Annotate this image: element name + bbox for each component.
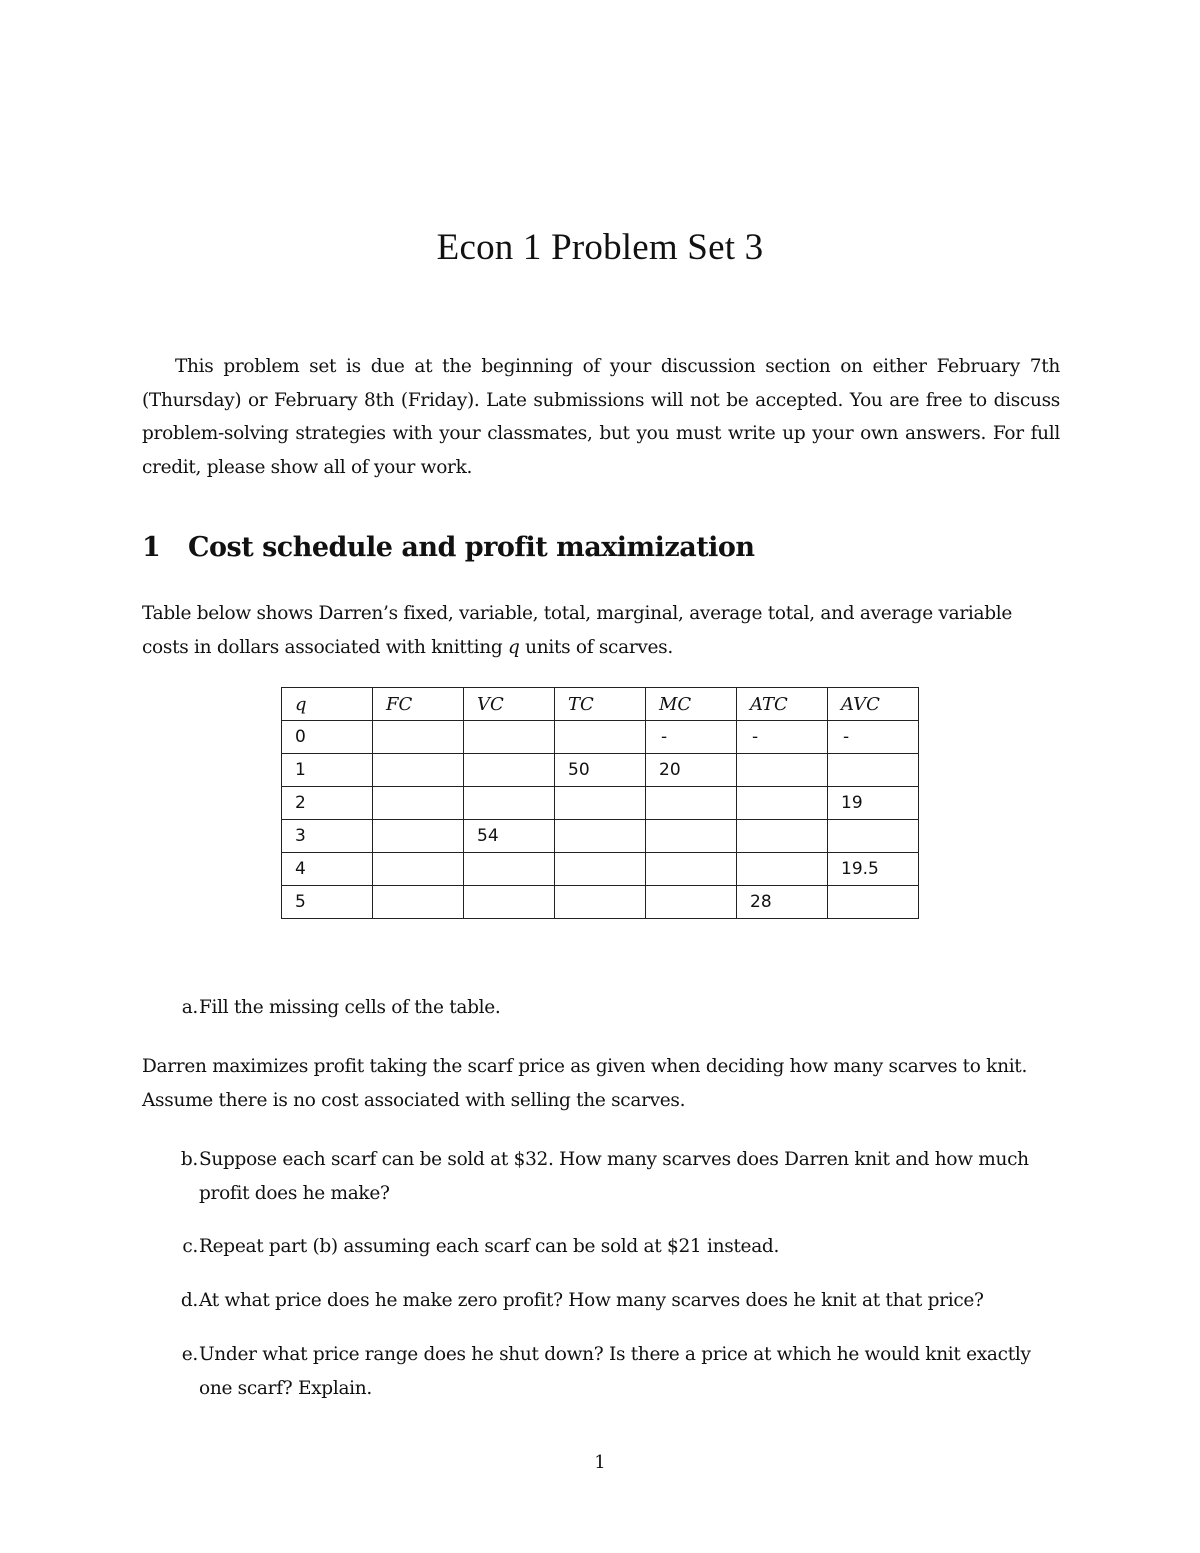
assumption-paragraph: Darren maximizes profit taking the scarf price as given when deciding how many scarves to knit. Assume there is no cost associated with selling the scarves.: [142, 1056, 1028, 1111]
table-intro-before: Table below shows Darren’s fixed, variable, total, marginal, average total, and average variable costs in dollars associated with knitting: [142, 603, 1013, 658]
table-intro-variable: q: [508, 636, 520, 658]
table-cell: [555, 853, 646, 886]
question-text: Under what price range does he shut down? Is there a price at which he would knit exactly one scarf? Explain.: [199, 1344, 1031, 1399]
cost-schedule-table: [281, 687, 919, 919]
table-row: [282, 853, 919, 886]
question-d: [142, 1284, 1062, 1318]
table-cell: [464, 754, 555, 787]
table-cell: [464, 721, 555, 754]
table-intro-after: units of scarves.: [519, 636, 673, 658]
table-cell: [646, 886, 737, 919]
table-cell: [737, 787, 828, 820]
table-cell: -: [646, 721, 737, 754]
table-cell: [373, 754, 464, 787]
table-cell: 5: [282, 886, 373, 919]
header-mc: MC: [646, 688, 737, 721]
table-cell: [555, 721, 646, 754]
table-cell: [737, 754, 828, 787]
question-label: d.: [180, 1290, 198, 1311]
table-cell: [737, 820, 828, 853]
page-number: 1: [594, 1452, 606, 1473]
table-cell: [373, 853, 464, 886]
table-cell: [373, 787, 464, 820]
table-cell: [373, 820, 464, 853]
table-header-row: [282, 688, 919, 721]
question-label: e.: [181, 1344, 198, 1365]
document-title: Econ 1 Problem Set 3: [436, 227, 764, 268]
table-cell: 20: [646, 754, 737, 787]
section-heading: [142, 532, 755, 563]
question-text: Suppose each scarf can be sold at $32. How many scarves does Darren knit and how much profit does he make?: [199, 1149, 1029, 1204]
question-label: c.: [182, 1236, 198, 1257]
table-cell: [555, 820, 646, 853]
table-cell: [737, 853, 828, 886]
table-cell: 50: [555, 754, 646, 787]
table-cell: [646, 787, 737, 820]
table-row: [282, 820, 919, 853]
question-text: Fill the missing cells of the table.: [199, 997, 501, 1018]
section-title: Cost schedule and profit maximization: [188, 532, 755, 563]
table-cell: [464, 853, 555, 886]
table-cell: [373, 886, 464, 919]
section-number: 1: [142, 532, 161, 563]
table-row: [282, 754, 919, 787]
table-intro-paragraph: [142, 597, 1062, 664]
table-cell: -: [737, 721, 828, 754]
header-atc: ATC: [737, 688, 828, 721]
question-c: [142, 1230, 1062, 1264]
header-avc: AVC: [828, 688, 919, 721]
table-cell: 2: [282, 787, 373, 820]
table-row: [282, 886, 919, 919]
table-row: [282, 787, 919, 820]
question-a: [142, 991, 1062, 1025]
header-vc: VC: [464, 688, 555, 721]
table-cell: 0: [282, 721, 373, 754]
table-cell: [828, 754, 919, 787]
header-fc: FC: [373, 688, 464, 721]
table-cell: -: [828, 721, 919, 754]
table-cell: 3: [282, 820, 373, 853]
question-text: At what price does he make zero profit? How many scarves does he knit at that price?: [199, 1290, 984, 1311]
question-text: Repeat part (b) assuming each scarf can be sold at $21 instead.: [199, 1236, 780, 1257]
question-e: [142, 1338, 1062, 1405]
table-cell: [646, 820, 737, 853]
table-cell: [828, 820, 919, 853]
intro-paragraph: This problem set is due at the beginning of your discussion section on either February 7th (Thursday) or February 8th (Friday). Late submissions will not be accepted. You are free to discuss problem-solving strategies with your classmates, but you must write up your own answers. For full credit, please show all of your work.: [142, 356, 1060, 478]
table-cell: 1: [282, 754, 373, 787]
question-label: b.: [180, 1149, 198, 1170]
header-tc: TC: [555, 688, 646, 721]
table-row: [282, 721, 919, 754]
table-cell: [555, 886, 646, 919]
table-cell: 19.5: [828, 853, 919, 886]
question-b: [142, 1143, 1062, 1210]
table-cell: 54: [464, 820, 555, 853]
question-label: a.: [181, 997, 198, 1018]
table-cell: [373, 721, 464, 754]
table-cell: [555, 787, 646, 820]
table-cell: [464, 886, 555, 919]
header-q: q: [282, 688, 373, 721]
table-cell: 4: [282, 853, 373, 886]
table-cell: [646, 853, 737, 886]
table-cell: [464, 787, 555, 820]
table-cell: 19: [828, 787, 919, 820]
table-cell: 28: [737, 886, 828, 919]
table-cell: [828, 886, 919, 919]
